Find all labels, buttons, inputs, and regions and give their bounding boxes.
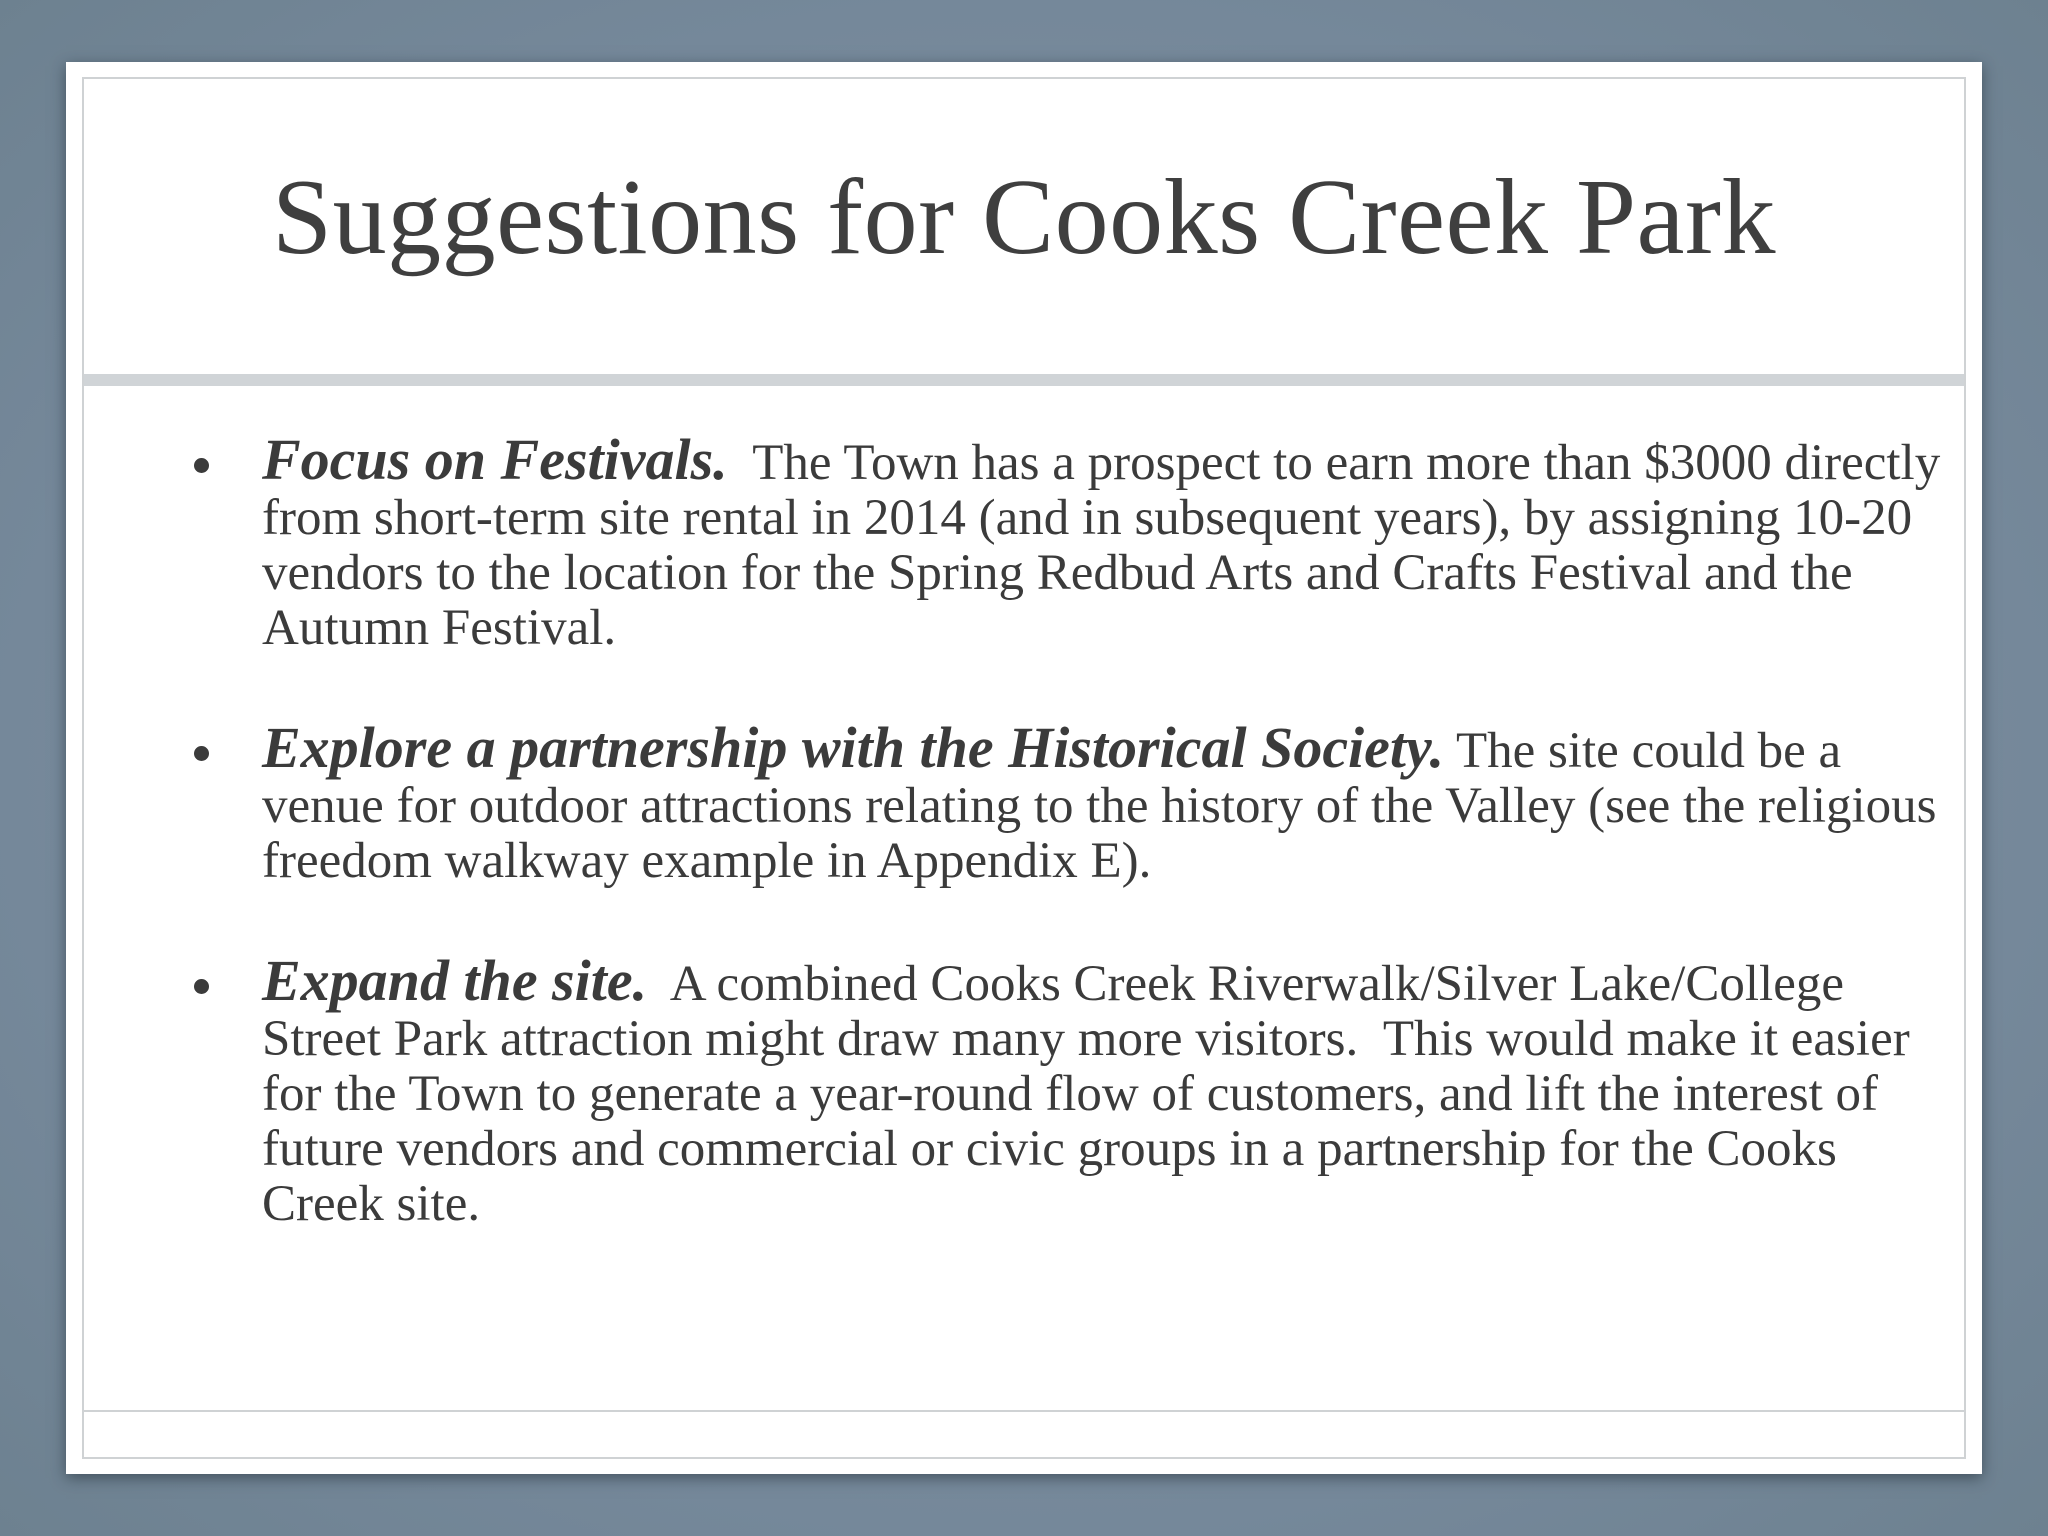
footer-divider — [84, 1410, 1964, 1412]
bullet-heading: Expand the site. — [262, 948, 648, 1013]
bullet-text: The site could be a venue for outdoor attractions relating to the history of the Valley (see the religious freedom walkway example in Appendix E). — [262, 723, 1950, 889]
bullet-text: The Town has a prospect to earn more than $3000 directly from short-term site rental in 2014 (and in subsequent years), by assigning 10-20 vendors to the location for the Spring Redbud Arts and Crafts Festival and the Autumn Festival. — [262, 435, 1953, 656]
title-divider — [84, 374, 1964, 386]
bullet-item-festivals — [178, 427, 1958, 656]
bullet-dot-icon — [194, 979, 209, 994]
bullet-dot-icon — [194, 746, 209, 761]
slide-card — [66, 62, 1982, 1474]
bullet-item-historical-society — [178, 715, 1958, 889]
bullet-list — [178, 427, 1958, 1232]
bullet-heading: Explore a partnership with the Historical Society. — [262, 715, 1445, 780]
bullet-heading: Focus on Festivals. — [262, 427, 728, 492]
bullet-item-expand-site — [178, 948, 1958, 1232]
bullet-text: A combined Cooks Creek Riverwalk/Silver Lake/College Street Park attraction might draw many more visitors. This would make it easier for the Town to generate a year-round flow of customers, and lift the interest of future vendors and commercial or civic groups in a partnership for the Cooks Creek site. — [262, 956, 1923, 1232]
bullet-dot-icon — [194, 458, 209, 473]
title-area — [66, 62, 1982, 362]
slide-title: Suggestions for Cooks Creek Park — [272, 158, 1776, 277]
